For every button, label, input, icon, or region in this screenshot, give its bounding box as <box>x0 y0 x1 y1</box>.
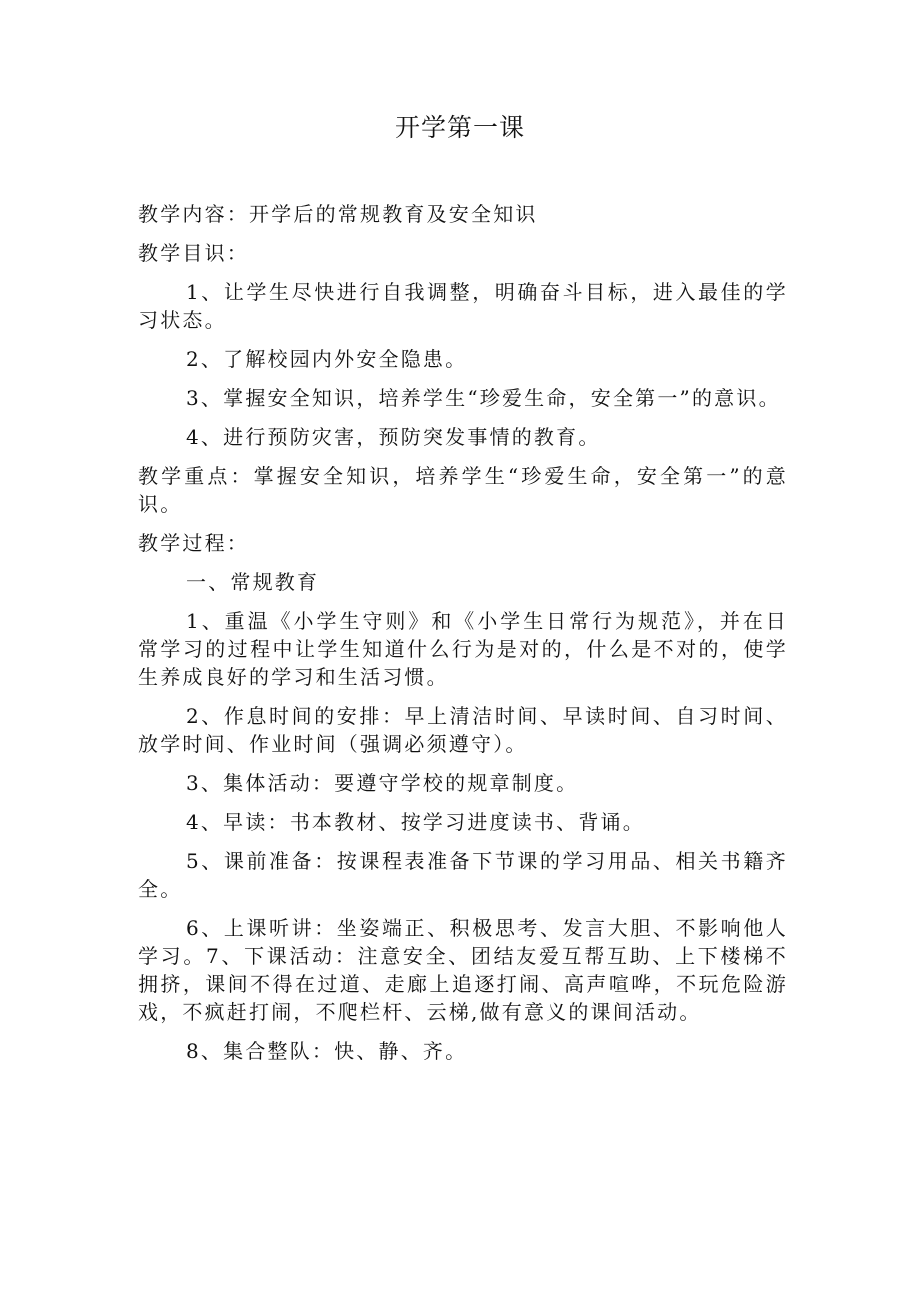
paragraph-routine-1: 1、重温《小学生守则》和《小学生日常行为规范》，并在日常学习的过程中让学生知道什么行为是对的，什么是不对的，使学生养成良好的学习和生活习惯。 <box>138 609 788 689</box>
document-title: 开学第一课 <box>394 113 525 142</box>
paragraph-routine-8: 8、集合整队：快、静、齐。 <box>186 1039 468 1063</box>
paragraph-section-routine: 一、常规教育 <box>186 570 320 594</box>
paragraph-routine-2: 2、作息时间的安排：早上清洁时间、早读时间、自习时间、放学时间、作业时间（强调必须遵守）。 <box>138 704 788 756</box>
document-body <box>138 200 788 1065</box>
paragraph-goal-2: 2、了解校园内外安全隐患。 <box>186 347 468 371</box>
paragraph-goal-3: 3、掌握安全知识，培养学生“珍爱生命，安全第一”的意识。 <box>186 386 781 410</box>
paragraph-routine-4: 4、早读：书本教材、按学习进度读书、背诵。 <box>186 810 645 834</box>
paragraph-goals-heading: 教学目识： <box>138 241 249 265</box>
paragraph-key-point: 教学重点：掌握安全知识，培养学生“珍爱生命，安全第一”的意识。 <box>138 464 788 516</box>
paragraph-routine-6-7: 6、上课听讲：坐姿端正、积极思考、发言大胆、不影响他人学习。7、下课活动：注意安全、团结友爱互帮互助、上下楼梯不拥挤，课间不得在过道、走廊上追逐打闹、高声喧哗，不玩危险游戏，不疯赶打闹，不爬栏杆、云梯,做有意义的课间活动。 <box>138 916 788 1024</box>
paragraph-routine-3: 3、集体活动：要遵守学校的规章制度。 <box>186 771 579 795</box>
paragraph-process-heading: 教学过程： <box>138 531 249 555</box>
paragraph-routine-5: 5、课前准备：按课程表准备下节课的学习用品、相关书籍齐全。 <box>138 849 788 901</box>
paragraph-content: 教学内容：开学后的常规教育及安全知识 <box>138 202 538 226</box>
paragraph-goal-1: 1、让学生尽快进行自我调整，明确奋斗目标，进入最佳的学习状态。 <box>138 280 788 332</box>
paragraph-goal-4: 4、进行预防灾害，预防突发事情的教育。 <box>186 425 601 449</box>
